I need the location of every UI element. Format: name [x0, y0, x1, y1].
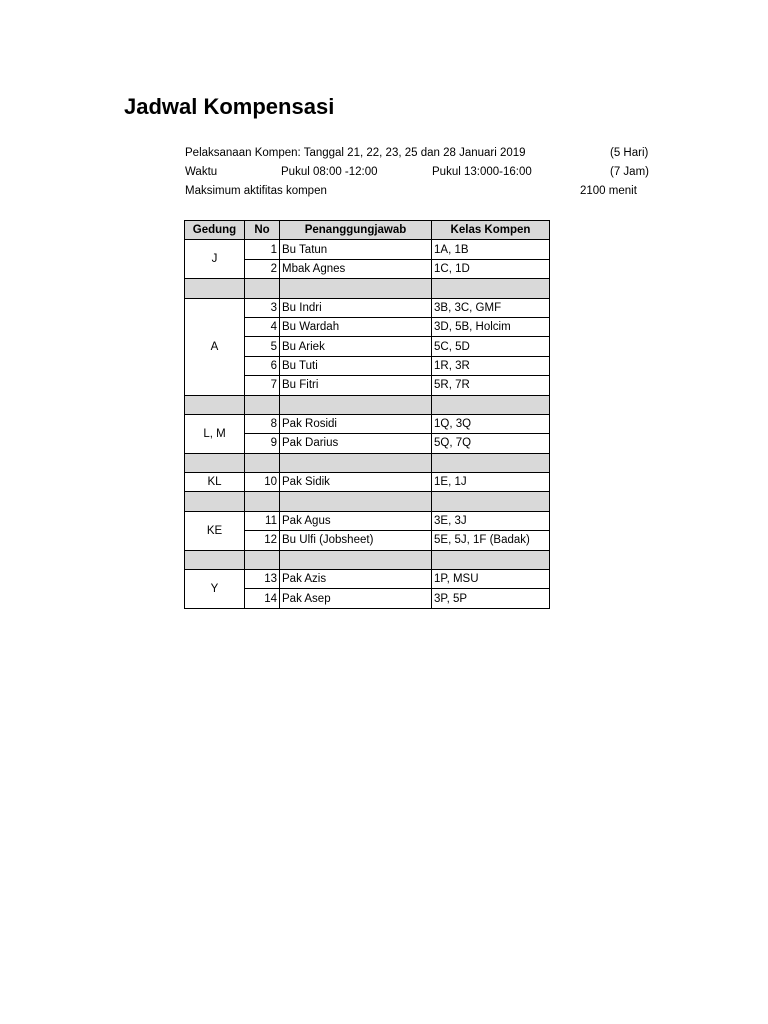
penanggungjawab-cell: Bu Wardah — [280, 317, 432, 336]
penanggungjawab-cell: Bu Ulfi (Jobsheet) — [280, 531, 432, 550]
table-row — [185, 473, 550, 492]
penanggungjawab-cell: Pak Azis — [280, 570, 432, 589]
no-cell: 4 — [245, 317, 280, 336]
jam-count: (7 Jam) — [610, 166, 649, 178]
kelas-cell: 5E, 5J, 1F (Badak) — [432, 531, 550, 550]
no-cell: 8 — [245, 414, 280, 433]
penanggungjawab-cell: Mbak Agnes — [280, 259, 432, 278]
gedung-cell: Y — [185, 570, 245, 609]
no-cell: 9 — [245, 434, 280, 453]
gedung-cell: J — [185, 240, 245, 279]
penanggungjawab-cell: Bu Tatun — [280, 240, 432, 259]
kompensasi-table — [184, 220, 550, 609]
header-kelas-kompen: Kelas Kompen — [432, 221, 550, 240]
kelas-cell: 3E, 3J — [432, 511, 550, 530]
penanggungjawab-cell: Pak Darius — [280, 434, 432, 453]
no-cell: 14 — [245, 589, 280, 608]
penanggungjawab-cell: Bu Ariek — [280, 337, 432, 356]
gedung-cell: L, M — [185, 414, 245, 453]
table-row — [185, 414, 550, 433]
header-no: No — [245, 221, 280, 240]
kelas-cell: 5R, 7R — [432, 376, 550, 395]
maksimum-value: 2100 menit — [580, 185, 637, 197]
kelas-cell: 1E, 1J — [432, 473, 550, 492]
no-cell: 1 — [245, 240, 280, 259]
separator-row — [185, 492, 550, 511]
gedung-cell: A — [185, 298, 245, 395]
kelas-cell: 3D, 5B, Holcim — [432, 317, 550, 336]
separator-row — [185, 550, 550, 569]
no-cell: 5 — [245, 337, 280, 356]
separator-row — [185, 279, 550, 298]
kelas-cell: 3P, 5P — [432, 589, 550, 608]
penanggungjawab-cell: Pak Agus — [280, 511, 432, 530]
no-cell: 13 — [245, 570, 280, 589]
penanggungjawab-cell: Bu Indri — [280, 298, 432, 317]
penanggungjawab-cell: Bu Tuti — [280, 356, 432, 375]
no-cell: 11 — [245, 511, 280, 530]
kelas-cell: 1R, 3R — [432, 356, 550, 375]
table-row — [185, 511, 550, 530]
penanggungjawab-cell: Bu Fitri — [280, 376, 432, 395]
kelas-cell: 3B, 3C, GMF — [432, 298, 550, 317]
header-gedung: Gedung — [185, 221, 245, 240]
header-penanggungjawab: Penanggungjawab — [280, 221, 432, 240]
separator-row — [185, 453, 550, 472]
hari-count: (5 Hari) — [610, 147, 649, 159]
kelas-cell: 1Q, 3Q — [432, 414, 550, 433]
maksimum-label: Maksimum aktifitas kompen — [185, 185, 327, 197]
page-title: Jadwal Kompensasi — [124, 94, 335, 119]
table-row — [185, 240, 550, 259]
kelas-cell: 5C, 5D — [432, 337, 550, 356]
no-cell: 7 — [245, 376, 280, 395]
kelas-cell: 1C, 1D — [432, 259, 550, 278]
no-cell: 12 — [245, 531, 280, 550]
waktu-label: Waktu — [185, 166, 218, 178]
no-cell: 3 — [245, 298, 280, 317]
kelas-cell: 5Q, 7Q — [432, 434, 550, 453]
no-cell: 2 — [245, 259, 280, 278]
kelas-cell: 1A, 1B — [432, 240, 550, 259]
table-row — [185, 570, 550, 589]
waktu-pagi: Pukul 08:00 -12:00 — [281, 166, 378, 178]
gedung-cell: KL — [185, 473, 245, 492]
kelas-cell: 1P, MSU — [432, 570, 550, 589]
penanggungjawab-cell: Pak Asep — [280, 589, 432, 608]
table-header-row — [185, 221, 550, 240]
gedung-cell: KE — [185, 511, 245, 550]
penanggungjawab-cell: Pak Rosidi — [280, 414, 432, 433]
table-row — [185, 298, 550, 317]
pelaksanaan-text: Pelaksanaan Kompen: Tanggal 21, 22, 23, 25 dan 28 Januari 2019 — [185, 147, 526, 159]
penanggungjawab-cell: Pak Sidik — [280, 473, 432, 492]
separator-row — [185, 395, 550, 414]
waktu-siang: Pukul 13:000-16:00 — [432, 166, 532, 178]
no-cell: 10 — [245, 473, 280, 492]
no-cell: 6 — [245, 356, 280, 375]
